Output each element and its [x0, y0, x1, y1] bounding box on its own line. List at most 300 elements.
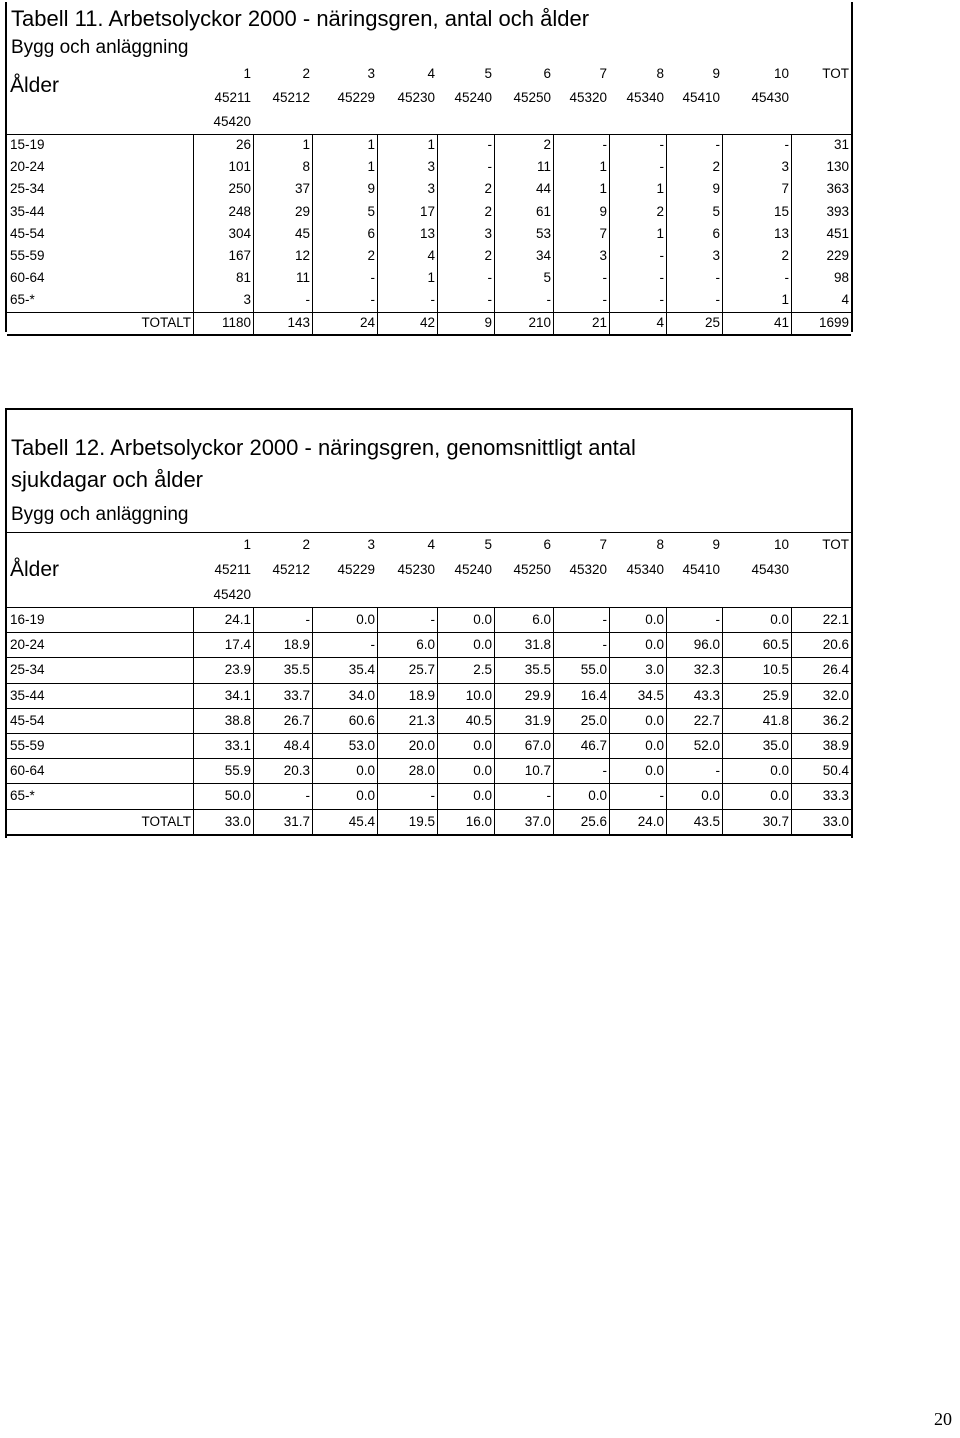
column-divider: [609, 134, 610, 334]
table-cell: 98: [833, 270, 849, 286]
total-cell: 4: [656, 314, 664, 330]
table-cell: 229: [826, 248, 849, 263]
table-cell: 10.0: [465, 687, 492, 703]
table-cell: 34.0: [348, 687, 375, 703]
table-cell: 4: [841, 292, 849, 308]
total-cell: 41: [773, 314, 789, 330]
table-cell: 8: [302, 159, 310, 175]
table-cell: 96.0: [693, 637, 720, 653]
column-number: TOT: [822, 537, 849, 552]
table-cell: 0.0: [701, 788, 720, 804]
table-cell: 0.0: [645, 712, 664, 728]
table-cell: 6.0: [532, 612, 551, 627]
table-cell: 10.5: [762, 662, 789, 678]
table-cell: 18.9: [408, 687, 435, 703]
column-divider: [553, 607, 554, 834]
column-number: 4: [427, 66, 435, 81]
total-label: TOTALT: [141, 813, 191, 829]
table-11: [5, 2, 853, 332]
table-cell: 13: [773, 225, 789, 241]
table-cell: -: [659, 248, 664, 263]
table-cell: 35.0: [762, 738, 789, 753]
table-cell: -: [659, 292, 664, 308]
table-cell: 29: [294, 203, 310, 219]
row-label: 35-44: [10, 203, 45, 219]
table-cell: 67.0: [524, 738, 551, 753]
table-cell: 167: [228, 248, 251, 263]
column-divider: [437, 607, 438, 834]
row-label: 55-59: [10, 248, 45, 263]
column-number: 1: [243, 66, 251, 81]
table-cell: 3: [427, 159, 435, 175]
table-cell: 6: [367, 225, 375, 241]
table-cell: 0.0: [473, 612, 492, 627]
table-cell: 48.4: [283, 738, 310, 753]
table-cell: 31.9: [524, 712, 551, 728]
row-label: 16-19: [10, 612, 45, 627]
table-cell: 40.5: [465, 712, 492, 728]
table-cell: 0.0: [588, 788, 607, 804]
table-cell: 44: [535, 181, 551, 197]
column-divider: [193, 607, 194, 834]
table-cell: 28.0: [408, 763, 435, 779]
table-cell: 23.9: [224, 662, 251, 678]
table-cell: 50.0: [224, 788, 251, 804]
table-row: [7, 607, 851, 632]
total-cell: 45.4: [348, 813, 375, 829]
column-divider: [553, 134, 554, 334]
table-cell: 25.0: [580, 712, 607, 728]
table-cell: -: [715, 612, 720, 627]
table-bottom-border: [7, 834, 851, 836]
column-code: 45240: [454, 562, 492, 577]
total-cell: 37.0: [524, 813, 551, 829]
total-row: [7, 312, 851, 334]
table-cell: 1: [427, 270, 435, 286]
table-cell: 24.1: [224, 612, 251, 627]
table-cell: 21.3: [408, 712, 435, 728]
table-cell: 2: [484, 248, 492, 263]
table-cell: 17: [419, 203, 435, 219]
column-code: 45320: [569, 90, 607, 105]
table-cell: -: [487, 159, 492, 175]
column-number: 5: [484, 537, 492, 552]
table-row: [7, 223, 851, 245]
column-number: 10: [773, 66, 789, 81]
table-cell: 6: [712, 225, 720, 241]
row-label: 25-34: [10, 662, 45, 678]
column-divider: [494, 607, 495, 834]
column-code: 45211: [214, 90, 251, 105]
column-number: 2: [302, 537, 310, 552]
table-cell: 32.0: [822, 687, 849, 703]
table-cell: 55.0: [580, 662, 607, 678]
table-cell: 11: [295, 270, 310, 286]
table-cell: 43.3: [693, 687, 720, 703]
table-cell: 55.9: [224, 763, 251, 779]
column-code: 45410: [682, 562, 720, 577]
table-cell: 1: [302, 137, 310, 152]
table-cell: 50.4: [822, 763, 849, 779]
row-label: 65-*: [10, 292, 35, 308]
column-divider: [437, 134, 438, 334]
header-codes-row: [7, 74, 851, 110]
table-cell: 0.0: [356, 788, 375, 804]
column-divider: [312, 607, 313, 834]
table-cell: -: [430, 612, 435, 627]
table-cell: -: [602, 137, 607, 152]
table-cell: -: [715, 763, 720, 779]
total-cell: 1699: [818, 314, 849, 330]
column-divider: [494, 134, 495, 334]
table-cell: 34.1: [224, 687, 251, 703]
table-cell: 32.3: [693, 662, 720, 678]
table-12-title-line2: sjukdagar och ålder: [11, 467, 204, 492]
table-cell: 25.9: [762, 687, 789, 703]
column-code: 45229: [337, 562, 375, 577]
header-codes-row-2: [7, 110, 851, 134]
table-cell: -: [546, 292, 551, 308]
table-cell: 60.5: [762, 637, 789, 653]
table-cell: -: [305, 292, 310, 308]
table-cell: -: [602, 763, 607, 779]
table-cell: 45: [294, 225, 310, 241]
table-cell: 0.0: [473, 763, 492, 779]
table-cell: 363: [826, 181, 849, 197]
table-bottom-border: [7, 334, 851, 336]
column-code: 45410: [682, 90, 720, 105]
column-divider: [193, 134, 194, 334]
table-cell: 1: [367, 159, 375, 175]
total-cell: 143: [287, 314, 310, 330]
table-cell: 0.0: [473, 637, 492, 653]
column-code: 45340: [626, 90, 664, 105]
row-label: 60-64: [10, 763, 45, 779]
table-cell: 2: [656, 203, 664, 219]
table-cell: 1: [599, 181, 607, 197]
column-code: 45229: [337, 90, 375, 105]
table-cell: 25.7: [408, 662, 435, 678]
column-divider: [791, 607, 792, 834]
total-cell: 33.0: [822, 813, 849, 829]
column-code: 45212: [272, 562, 310, 577]
total-cell: 42: [419, 314, 435, 330]
table-cell: 9: [367, 181, 375, 197]
table-cell: 1: [781, 292, 789, 308]
table-cell: 0.0: [770, 763, 789, 779]
table-cell: 0.0: [473, 788, 492, 804]
table-cell: 31: [833, 137, 849, 152]
column-divider: [722, 134, 723, 334]
table-cell: 61: [535, 203, 551, 219]
table-cell: -: [784, 137, 789, 152]
column-number: 3: [367, 537, 375, 552]
table-cell: 0.0: [645, 763, 664, 779]
column-number: 9: [712, 66, 720, 81]
column-number: 9: [712, 537, 720, 552]
table-11-title: Tabell 11. Arbetsolyckor 2000 - näringsgren, antal och ålder: [11, 6, 590, 31]
table-cell: -: [602, 637, 607, 653]
table-cell: 33.7: [283, 687, 310, 703]
column-code: 45320: [569, 562, 607, 577]
table-cell: -: [659, 159, 664, 175]
table-cell: 2: [367, 248, 375, 263]
table-cell: 52.0: [693, 738, 720, 753]
row-label: 15-19: [10, 137, 45, 152]
table-cell: 2: [543, 137, 551, 152]
total-cell: 24: [359, 314, 375, 330]
table-cell: 33.1: [224, 738, 251, 753]
table-cell: 10.7: [524, 763, 551, 779]
table-row: [7, 758, 851, 783]
column-divider: [609, 607, 610, 834]
table-cell: 35.5: [524, 662, 551, 678]
column-code: 45230: [397, 90, 435, 105]
grid-top-border: [7, 532, 851, 533]
total-cell: 19.5: [408, 813, 435, 829]
table-11-subtitle: Bygg och anläggning: [11, 37, 189, 58]
total-cell: 30.7: [762, 813, 789, 829]
column-code: 45211: [214, 562, 251, 577]
table-cell: 0.0: [645, 738, 664, 753]
column-number: 7: [599, 66, 607, 81]
column-number: 2: [302, 66, 310, 81]
table-cell: 16.4: [580, 687, 607, 703]
table-cell: 33.3: [822, 788, 849, 804]
table-cell: -: [305, 612, 310, 627]
table-cell: 2: [712, 159, 720, 175]
column-number: 8: [656, 537, 664, 552]
table-cell: 20.6: [822, 637, 849, 653]
column-code: 45430: [751, 90, 789, 105]
table-row: [7, 134, 851, 156]
column-number: 4: [427, 537, 435, 552]
table-cell: 18.9: [283, 637, 310, 653]
column-number: TOT: [822, 66, 849, 81]
table-row: [7, 178, 851, 200]
table-cell: 3: [427, 181, 435, 197]
table-cell: 3: [243, 292, 251, 308]
page-number: 20: [934, 1409, 952, 1429]
table-cell: 393: [826, 203, 849, 219]
table-cell: -: [546, 788, 551, 804]
table-cell: -: [487, 292, 492, 308]
table-cell: 0.0: [356, 612, 375, 627]
table-cell: 451: [826, 225, 849, 241]
age-header-label: Ålder: [10, 558, 60, 581]
total-row: [7, 809, 851, 834]
table-cell: 0.0: [770, 612, 789, 627]
table-cell: 3.0: [645, 662, 664, 678]
column-divider: [312, 134, 313, 334]
row-label: 25-34: [10, 181, 45, 197]
table-cell: -: [370, 292, 375, 308]
table-cell: 1: [367, 137, 375, 152]
table-cell: -: [370, 637, 375, 653]
row-label: 60-64: [10, 270, 45, 286]
column-number: 7: [599, 537, 607, 552]
total-cell: 9: [484, 314, 492, 330]
table-cell: 29.9: [524, 687, 551, 703]
table-row: [7, 245, 851, 267]
table-cell: -: [659, 270, 664, 286]
table-row: [7, 783, 851, 808]
table-cell: 60.6: [348, 712, 375, 728]
table-cell: 37: [294, 181, 310, 197]
column-divider: [377, 134, 378, 334]
table-cell: -: [602, 612, 607, 627]
total-cell: 24.0: [637, 813, 664, 829]
table-cell: 13: [419, 225, 435, 241]
table-cell: -: [715, 270, 720, 286]
column-code: 45420: [213, 587, 251, 602]
table-cell: 0.0: [356, 763, 375, 779]
table-cell: 3: [484, 225, 492, 241]
column-code: 45230: [397, 562, 435, 577]
table-row: [7, 632, 851, 657]
table-cell: 3: [599, 248, 607, 263]
table-cell: -: [602, 292, 607, 308]
total-cell: 25: [704, 314, 720, 330]
column-code: 45250: [513, 562, 551, 577]
table-row: [7, 289, 851, 311]
header-numbers-row: [7, 532, 851, 557]
table-cell: -: [430, 292, 435, 308]
table-cell: 130: [826, 159, 849, 175]
table-cell: 304: [228, 225, 251, 241]
table-12: [5, 408, 853, 838]
table-cell: 31.8: [524, 637, 551, 653]
column-code: 45212: [272, 90, 310, 105]
column-code: 45240: [454, 90, 492, 105]
table-cell: 248: [228, 203, 251, 219]
table-cell: 6.0: [416, 637, 435, 653]
table-cell: -: [487, 137, 492, 152]
row-label: 55-59: [10, 738, 45, 753]
table-cell: 9: [599, 203, 607, 219]
total-cell: 16.0: [465, 813, 492, 829]
total-cell: 33.0: [224, 813, 251, 829]
table-cell: 5: [367, 203, 375, 219]
table-cell: -: [659, 137, 664, 152]
table-cell: 22.7: [693, 712, 720, 728]
total-label: TOTALT: [141, 314, 191, 330]
table-cell: 35.4: [348, 662, 375, 678]
table-cell: -: [715, 137, 720, 152]
table-cell: 3: [712, 248, 720, 263]
column-divider: [377, 607, 378, 834]
row-label: 45-54: [10, 225, 45, 241]
table-row: [7, 156, 851, 178]
table-row: [7, 708, 851, 733]
table-cell: 2.5: [473, 662, 492, 678]
table-cell: 3: [781, 159, 789, 175]
header-codes-row: [7, 557, 851, 582]
table-cell: 15: [773, 203, 789, 219]
column-number: 10: [773, 537, 789, 552]
table-cell: 46.7: [580, 738, 607, 753]
table-cell: 1: [656, 181, 664, 197]
column-code: 45420: [213, 114, 251, 129]
table-cell: 22.1: [822, 612, 849, 627]
table-row: [7, 657, 851, 682]
table-cell: -: [715, 292, 720, 308]
table-cell: 26.4: [822, 662, 849, 678]
table-cell: 2: [781, 248, 789, 263]
table-cell: 53: [535, 225, 551, 241]
table-cell: 26.7: [283, 712, 310, 728]
table-cell: 0.0: [645, 637, 664, 653]
column-code: 45250: [513, 90, 551, 105]
table-cell: 81: [235, 270, 251, 286]
column-divider: [791, 134, 792, 334]
column-code: 45430: [751, 562, 789, 577]
column-number: 8: [656, 66, 664, 81]
table-cell: -: [430, 788, 435, 804]
table-row: [7, 683, 851, 708]
column-number: 6: [543, 537, 551, 552]
total-cell: 21: [591, 314, 607, 330]
table-cell: -: [659, 788, 664, 804]
total-cell: 31.7: [283, 813, 310, 829]
table-cell: 41.8: [762, 712, 789, 728]
table-cell: 101: [228, 159, 251, 175]
table-row: [7, 267, 851, 289]
header-codes-row-2: [7, 582, 851, 607]
column-code: 45340: [626, 562, 664, 577]
total-cell: 1180: [221, 314, 251, 330]
table-cell: 36.2: [822, 712, 849, 728]
table-cell: 9: [712, 181, 720, 197]
table-cell: -: [487, 270, 492, 286]
row-label: 35-44: [10, 687, 45, 703]
table-cell: 2: [484, 181, 492, 197]
table-row: [7, 733, 851, 758]
column-number: 1: [243, 537, 251, 552]
row-label: 65-*: [10, 788, 35, 804]
row-label: 20-24: [10, 159, 45, 175]
column-divider: [253, 607, 254, 834]
age-header-label: Ålder: [10, 74, 60, 97]
table-cell: 5: [543, 270, 551, 286]
table-cell: 53.0: [348, 738, 375, 753]
table-cell: 11: [536, 159, 551, 175]
column-divider: [253, 134, 254, 334]
table-cell: -: [784, 270, 789, 286]
table-cell: 1: [656, 225, 664, 241]
total-cell: 43.5: [693, 813, 720, 829]
table-cell: 7: [781, 181, 789, 197]
table-12-title: Tabell 12. Arbetsolyckor 2000 - näringsgren, genomsnittligt antal: [11, 435, 636, 460]
table-cell: 2: [484, 203, 492, 219]
header-numbers-row: [7, 62, 851, 86]
table-cell: 38.8: [224, 712, 251, 728]
table-cell: -: [370, 270, 375, 286]
table-cell: 35.5: [283, 662, 310, 678]
table-cell: -: [305, 788, 310, 804]
column-number: 5: [484, 66, 492, 81]
total-cell: 210: [528, 314, 551, 330]
table-cell: 34: [535, 248, 551, 263]
total-cell: 25.6: [580, 813, 607, 829]
column-divider: [722, 607, 723, 834]
table-cell: 5: [712, 203, 720, 219]
column-number: 3: [367, 66, 375, 81]
table-cell: 0.0: [770, 788, 789, 804]
table-cell: 17.4: [224, 637, 251, 653]
table-row: [7, 201, 851, 223]
table-cell: 250: [228, 181, 251, 197]
